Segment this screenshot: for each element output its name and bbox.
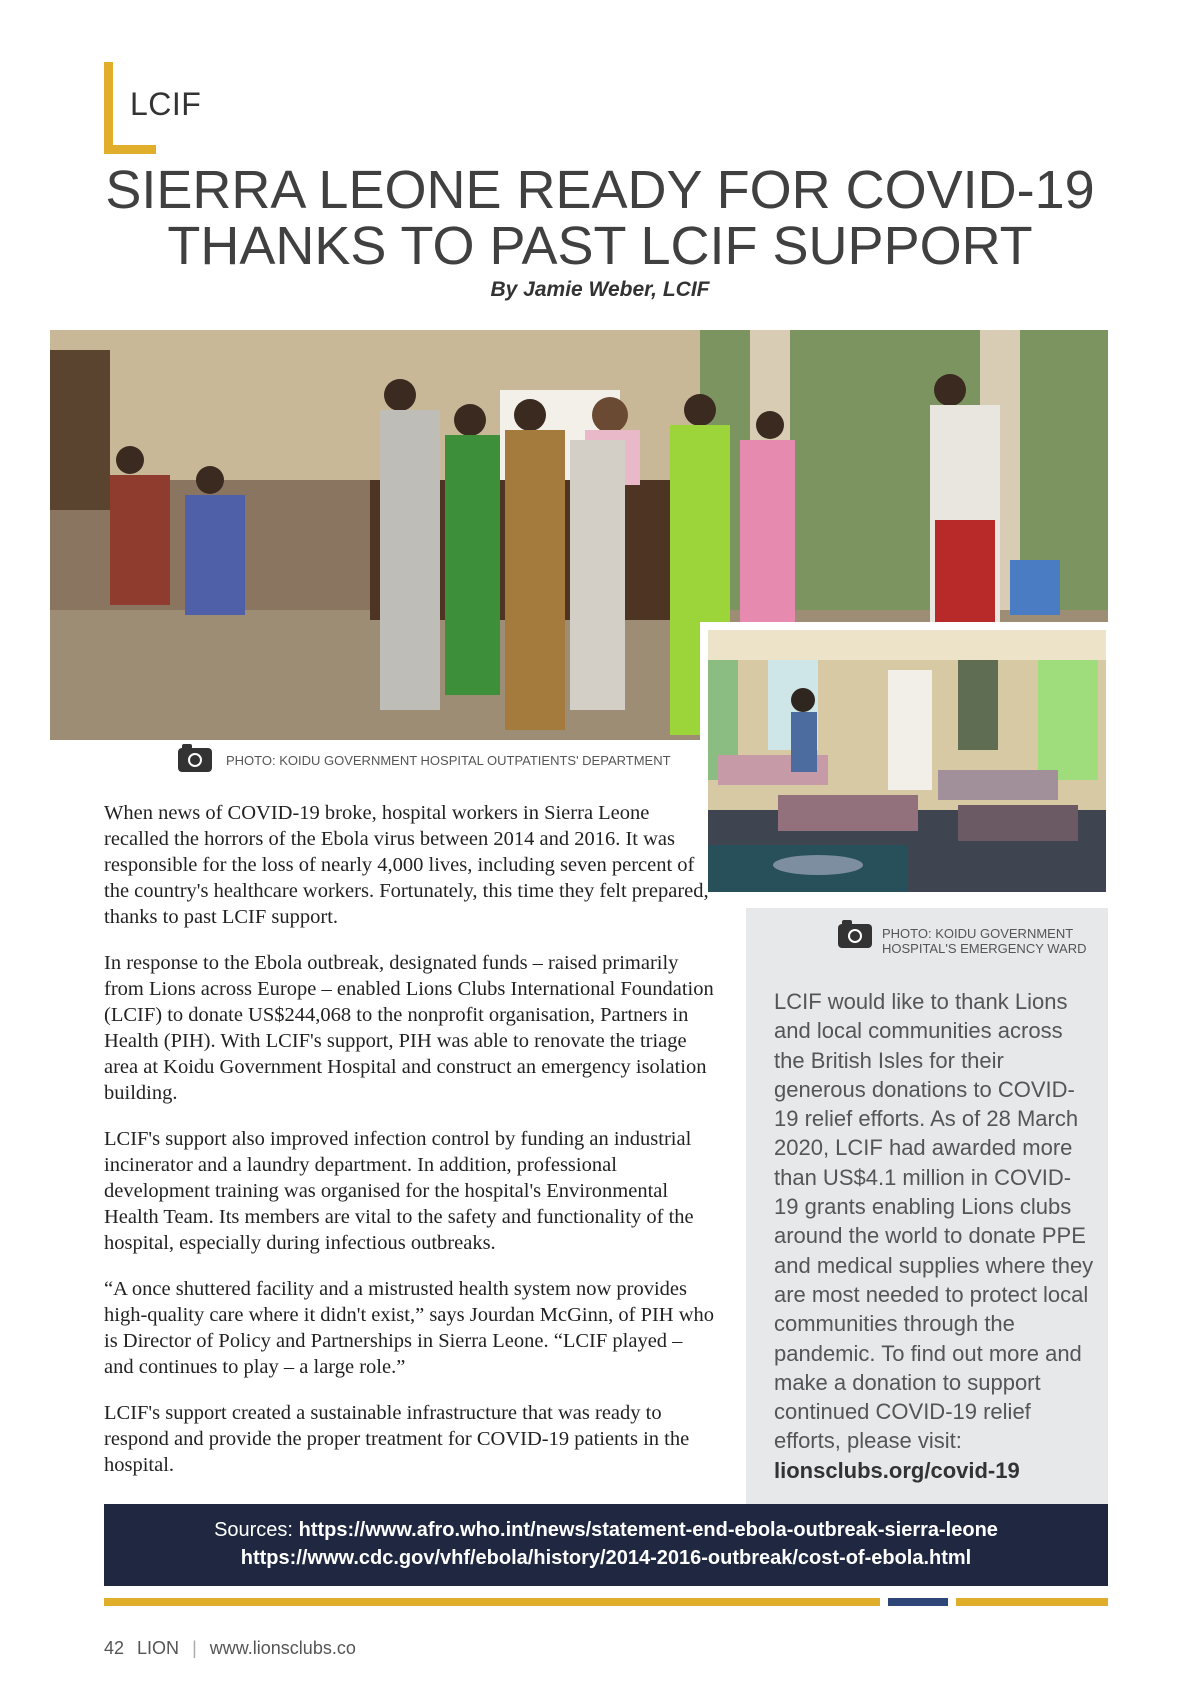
title-line-2: THANKS TO PAST LCIF SUPPORT	[167, 216, 1033, 276]
camera-icon	[838, 924, 872, 948]
footer-rule-end	[956, 1598, 1108, 1606]
title-line-1: SIERRA LEONE READY FOR COVID-19	[105, 160, 1095, 220]
body-paragraph-5: LCIF's support created a sustainable infrastructure that was ready to respond and provide the proper treatment for COVID-19 patients in the hospital.	[104, 1402, 690, 1476]
emergency-ward-photo	[700, 622, 1114, 900]
body-paragraph-1: When news of COVID-19 broke, hospital workers in Sierra Leone recalled the horrors of the Ebola virus between 2014 and 2016. It was responsible for the loss of nearly 4,000 lives, including seven percent of the country's healthcare workers. Fortunately, this time they felt prepared, thanks to past LCIF support.	[104, 802, 709, 928]
sidebar-body: LCIF would like to thank Lions and local communities across the British Isles for their generous donations to COVID-19 relief efforts. As of 28 March 2020, LCIF had awarded more than US$4.1 million in COVID-19 grants enabling Lions clubs around the world to donate PPE and medical supplies where they are most needed to protect local communities through the pandemic. To find out more and make a donation to support continued COVID-19 relief efforts, please visit:	[774, 989, 1094, 1454]
sources-label: Sources:	[214, 1519, 293, 1541]
footer-separator: |	[192, 1638, 197, 1658]
donation-link[interactable]: lionsclubs.org/covid-19	[774, 1457, 1020, 1483]
magazine-name: LION	[137, 1638, 180, 1658]
ward-photo-caption	[882, 926, 1152, 956]
section-bracket-base	[104, 145, 156, 154]
sources-banner	[104, 1504, 1108, 1586]
article-title	[0, 162, 1200, 274]
body-paragraph-4: “A once shuttered facility and a mistrusted health system now provides high-quality care where it didn't exist,” says Jourdan McGinn, of PIH who is Director of Policy and Partnerships in Sierra Leone. “LCIF played – and continues to play – a large role.”	[104, 1278, 715, 1378]
sources-line-1	[104, 1516, 1108, 1544]
body-paragraph-3: LCIF's support also improved infection control by funding an industrial incinerator and a laundry department. In addition, professional development training was organised for the hospital's Environmental Health Team. Its members are vital to the safety and functionality of the hospital, especially during infectious outbreaks.	[104, 1128, 694, 1254]
sources-line-2	[104, 1544, 1108, 1572]
source-link-who[interactable]: https://www.afro.who.int/news/statement-end-ebola-outbreak-sierra-leone	[298, 1519, 998, 1541]
article-body	[104, 800, 716, 1498]
byline: By Jamie Weber, LCIF	[490, 278, 710, 301]
camera-icon	[178, 748, 212, 772]
source-link-cdc[interactable]: https://www.cdc.gov/vhf/ebola/history/2014-2016-outbreak/cost-of-ebola.html	[240, 1547, 972, 1569]
page-footer	[104, 1638, 356, 1659]
ward-caption-line-1: PHOTO: KOIDU GOVERNMENT	[882, 926, 1074, 941]
section-label: LCIF	[130, 86, 202, 122]
body-paragraph-2: In response to the Ebola outbreak, designated funds – raised primarily from Lions across Europe – enabled Lions Clubs International Foundation (LCIF) to donate US$244,068 to the nonprofit organisation, Partners in Health (PIH). With LCIF's support, PIH was able to renovate the triage area at Koidu Government Hospital and construct an emergency isolation building.	[104, 952, 714, 1104]
footer-rule	[104, 1598, 880, 1606]
sidebar-text	[774, 987, 1094, 1485]
emergency-ward-illustration	[708, 630, 1106, 892]
footer-rule-accent	[888, 1598, 948, 1606]
main-photo-caption	[178, 748, 698, 772]
main-photo-caption-text: PHOTO: KOIDU GOVERNMENT HOSPITAL OUTPATIENTS' DEPARTMENT	[226, 752, 671, 768]
page-number: 42	[104, 1638, 125, 1658]
ward-caption-line-2: HOSPITAL'S EMERGENCY WARD	[882, 941, 1087, 956]
footer-website[interactable]: www.lionsclubs.co	[209, 1638, 356, 1658]
section-bracket	[104, 62, 113, 154]
